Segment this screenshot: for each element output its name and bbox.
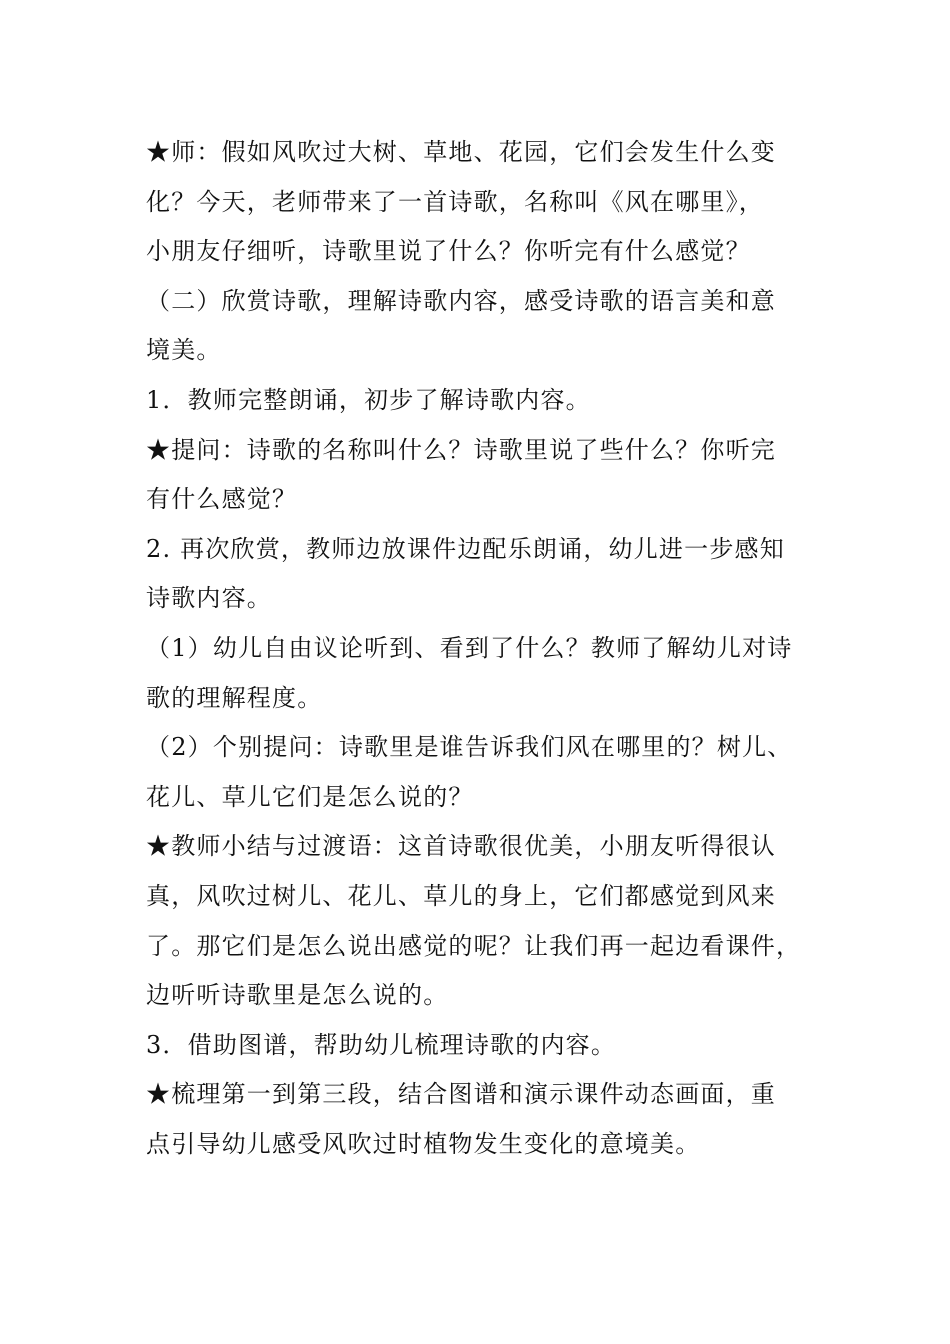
text-line: 化？今天，老师带来了一首诗歌，名称叫《风在哪里》， <box>146 187 764 216</box>
text-line: 3．借助图谱，帮助幼儿梳理诗歌的内容。 <box>146 1030 617 1059</box>
text-line: ★梳理第一到第三段，结合图谱和演示课件动态画面，重 <box>146 1080 776 1109</box>
text-line: 诗歌内容。 <box>146 584 272 613</box>
text-line: （二）欣赏诗歌，理解诗歌内容，感受诗歌的语言美和意 <box>146 286 776 315</box>
text-line: ★提问：诗歌的名称叫什么？诗歌里说了些什么？你听完 <box>146 435 776 464</box>
text-line: 1．教师完整朗诵，初步了解诗歌内容。 <box>146 385 591 414</box>
text-line: 歌的理解程度。 <box>146 683 323 712</box>
text-line: 小朋友仔细听，诗歌里说了什么？你听完有什么感觉？ <box>146 237 751 266</box>
text-line: 点引导幼儿感受风吹过时植物发生变化的意境美。 <box>146 1129 701 1158</box>
text-line: 真，风吹过树儿、花儿、草儿的身上，它们都感觉到风来 <box>146 881 776 910</box>
text-line: 花儿、草儿它们是怎么说的？ <box>146 782 474 811</box>
text-line: 境美。 <box>146 336 222 365</box>
text-line: ★师：假如风吹过大树、草地、花园，它们会发生什么变 <box>146 138 776 166</box>
text-line: 了。那它们是怎么说出感觉的呢？让我们再一起边看课件， <box>146 931 802 960</box>
text-line: （1）幼儿自由议论听到、看到了什么？教师了解幼儿对诗 <box>146 633 793 662</box>
text-line: ★教师小结与过渡语：这首诗歌很优美，小朋友听得很认 <box>146 832 776 861</box>
text-line: 边听听诗歌里是怎么说的。 <box>146 981 449 1010</box>
text-line: （2）个别提问：诗歌里是谁告诉我们风在哪里的？树儿、 <box>146 733 793 762</box>
document-body <box>146 128 806 1169</box>
text-line: 2. 再次欣赏，教师边放课件边配乐朗诵，幼儿进一步感知 <box>146 534 785 563</box>
text-line: 有什么感觉？ <box>146 485 298 514</box>
